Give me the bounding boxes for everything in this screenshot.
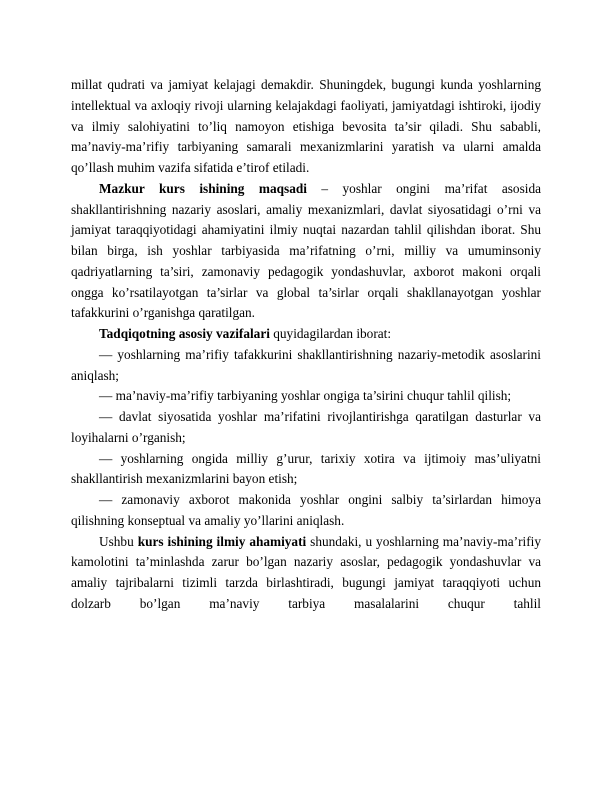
- list-item: — ma’naviy-ma’rifiy tarbiyaning yoshlar ongiga ta’sirini chuqur tahlil qilish;: [99, 388, 512, 404]
- list-item: — davlat siyosatida yoshlar ma’rifatini rivojlantirishga qaratilgan dasturlar va loyihalarni o’rganish;: [71, 409, 541, 445]
- tasks-intro: quyidagilardan iborat:: [269, 326, 392, 341]
- significance-heading: kurs ishining ilmiy ahamiyati: [137, 533, 307, 549]
- goal-text: – yoshlar ongini ma’rifat asosida shakllantirishning nazariy asoslari, amaliy mexanizmlari, davlat siyosatidagi o’rni va jamiyat taraqqiyotidagi ahamiyatini ilmiy nuqtai nazardan tahlil qilishdan iborat. Shu bilan birga, ish yoshlar tarbiyasida ma’rifatning o’rni, milliy va umuminsoniy qadriyatlarning ta’siri, zamonaviy pedagogik yondashuvlar, axborot makoni orqali ongga ko’rsatilayotgan ta’sirlar va global ta’sirlar orqali shakllanayotgan yoshlar tafakkurini o’rganishga qaratilgan.: [71, 180, 541, 321]
- paragraph-intro: millat qudrati va jamiyat kelajagi demakdir. Shuningdek, bugungi kunda yoshlarning intellektual va axloqiy rivoji ularning kelajakdagi faoliyati, jamiyatdagi ishtiroki, ijodiy va ilmiy salohiyatini to’liq namoyon etishiga bevosita ta’sir qiladi. Shu sababli, ma’naviy-ma’rifiy tarbiyaning samarali mexanizmlarini yaratish va ularni amalda qo’llash muhim vazifa sifatida e’tirof etiladi.: [71, 77, 541, 175]
- tasks-heading: Tadqiqotning asosiy vazifalari: [99, 326, 270, 341]
- body-text: [71, 75, 541, 615]
- list-item: — zamonaviy axborot makonida yoshlar ongini salbiy ta’sirlardan himoya qilishning konseptual va amaliy yo’llarini aniqlash.: [71, 492, 541, 528]
- list-item: — yoshlarning ongida milliy g’urur, tarixiy xotira va ijtimoiy mas’uliyatni shakllantirish mexanizmlarini bayon etish;: [71, 450, 541, 487]
- paragraph-goal: [71, 179, 541, 324]
- significance-text: shundaki, u yoshlarning ma’naviy-ma’rifiy kamolotini ta’minlashda zarur bo’lgan nazariy asoslar, pedagogik yondashuvlar va amaliy tajribalarni tizimli tarzda birlashtiradi, bugungi jamiyat taraqqiyoti uchun dolzarb bo’lgan ma’naviy tarbiya masalalarini chuqur tahlil: [71, 533, 541, 611]
- goal-heading: Mazkur kurs ishining maqsadi: [99, 180, 307, 196]
- significance-start: Ushbu: [99, 533, 138, 549]
- paragraph-significance: [71, 532, 541, 615]
- list-item: — yoshlarning ma’rifiy tafakkurini shakllantirishning nazariy-metodik asoslarini aniqlash;: [71, 346, 541, 383]
- paragraph-tasks: [71, 324, 541, 345]
